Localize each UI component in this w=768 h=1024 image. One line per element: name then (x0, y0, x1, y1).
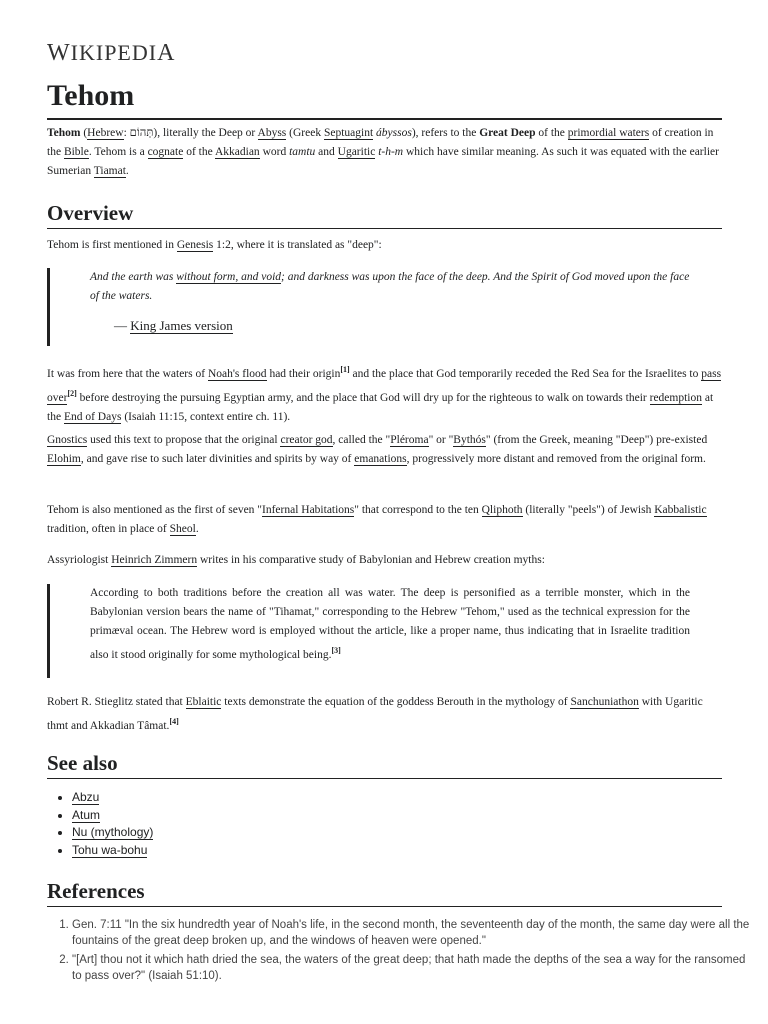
link-nu-mythology[interactable]: Nu (mythology) (72, 825, 154, 839)
text: It was from here that the waters of (47, 367, 208, 380)
text: Assyriologist (47, 554, 112, 566)
overview-paragraph-5 (47, 551, 723, 570)
intro-text: ), refers to the (411, 127, 480, 139)
link-creator-god[interactable]: creator god (280, 434, 333, 446)
intro-text: ), literally the Deep or (153, 127, 258, 139)
overview-paragraph-1 (47, 236, 723, 255)
logo-letter-first: W (47, 40, 71, 66)
quote-text (90, 584, 690, 665)
link-pleroma[interactable]: Pléroma (390, 434, 429, 446)
reference-link[interactable]: [1] (340, 365, 350, 374)
intro-text: ( (80, 127, 88, 139)
intro-text: . Tehom is a (88, 146, 148, 158)
link-tiamat[interactable]: Tiamat (93, 165, 126, 177)
link-pass-over[interactable]: pass over (47, 367, 722, 404)
link-kabbalistic[interactable]: Kabbalistic (654, 504, 707, 516)
quote-citation (114, 318, 726, 334)
great-deep-term: Great Deep (479, 127, 536, 139)
text: Tehom is first mentioned in (47, 239, 177, 251)
text: tradition, often in place of (47, 523, 170, 535)
link-akkadian[interactable]: Akkadian (214, 146, 260, 158)
link-abyss[interactable]: Abyss (257, 127, 287, 139)
link-ugaritic[interactable]: Ugaritic (337, 146, 376, 158)
page-title: Tehom (47, 76, 722, 120)
intro-term: Tehom (47, 127, 81, 139)
overview-paragraph-4 (47, 501, 723, 539)
references-list (47, 917, 752, 987)
intro-text: of the (535, 127, 568, 139)
quote-text (90, 268, 690, 306)
text: 1:2, where it is translated as "deep": (213, 239, 382, 251)
link-septuagint[interactable]: Septuagint (323, 127, 374, 139)
text: According to both traditions before the creation all was water. The deep is personified as a terrible monster, which in the Babylonian version bears the name of "Tihamat," corresponding to the Hebrew "Tehom," used as the technical expression for the primæval ocean. The Hebrew word is employed without the article, like a proper name, thus indicating that in Israelite tradition also it stood originally for some mythological being. (90, 587, 690, 661)
link-sanchuniathon[interactable]: Sanchuniathon (570, 696, 639, 708)
text: And the earth was (90, 271, 177, 283)
text: , and gave rise to such later divinities and spirits by way of (80, 453, 355, 465)
text: . (195, 523, 199, 535)
link-redemption[interactable]: redemption (649, 391, 702, 404)
text: ; and darkness was upon the face of the deep. And the Spirit of God moved upon the face of the waters. (90, 271, 690, 302)
list-item (72, 789, 153, 807)
intro-text: : (123, 127, 130, 139)
text: " that correspond to the ten (354, 504, 482, 516)
intro-text: which have similar meaning. As such it was equated with the earlier Sumerian (47, 146, 719, 177)
intro-paragraph (47, 124, 723, 181)
overview-paragraph-2 (47, 360, 723, 427)
link-king-james-version[interactable]: King James version (130, 318, 233, 333)
text: writes in his comparative study of Babylonian and Hebrew creation myths: (197, 554, 545, 566)
overview-paragraph-6 (47, 693, 723, 736)
reference-item: 2. "[Art] thou not it which hath dried the sea, the waters of the great deep; that hath made the depths of the sea a way for the ransomed to pass over?" (Isaiah 51:10). (72, 952, 752, 984)
reference-link[interactable]: [3] (331, 646, 341, 655)
list-item (72, 842, 153, 860)
wikipedia-logo[interactable] (47, 40, 175, 67)
text: " or " (428, 434, 454, 446)
akkadian-word: tamtu (289, 146, 316, 158)
link-elohim[interactable]: Elohim (47, 453, 81, 465)
overview-heading: Overview (47, 198, 722, 229)
link-tohu-wa-bohu[interactable]: Tohu wa-bohu (72, 842, 148, 857)
link-cognate[interactable]: cognate (147, 146, 184, 158)
link-abzu[interactable]: Abzu (72, 790, 100, 804)
references-heading: References (47, 876, 722, 907)
logo-letter-last: A (157, 40, 176, 66)
link-end-of-days[interactable]: End of Days (63, 410, 122, 423)
greek-word: ábyssos (376, 127, 412, 139)
link-emanations[interactable]: emanations (354, 453, 407, 465)
text: , called the " (332, 434, 391, 446)
text: with Ugaritic thmt and Akkadian Tâmat. (47, 696, 703, 732)
see-also-list (47, 789, 153, 859)
ugaritic-word: t-h-m (378, 146, 404, 158)
intro-text: . (125, 165, 129, 177)
link-without-form[interactable]: without form, and void (176, 271, 282, 283)
reference-link[interactable]: [2] (67, 388, 77, 398)
text: and the place that God temporarily receded the Red Sea for the Israelites to (349, 367, 702, 380)
link-bythos[interactable]: Bythós (453, 434, 486, 446)
intro-text: of creation in the (47, 127, 714, 158)
link-atum[interactable]: Atum (72, 807, 101, 822)
text: (Isaiah 11:15, context entire ch. 11). (121, 410, 291, 423)
see-also-heading: See also (47, 748, 722, 779)
link-primordial-waters[interactable]: primordial waters (567, 127, 650, 139)
text: (literally "peels") of Jewish (522, 504, 655, 516)
logo-letters: IKIPEDI (70, 40, 158, 65)
text: before destroying the pursuing Egyptian army, and the place that God will dry up for the righteous to walk on towards their (76, 391, 650, 404)
link-noahs-flood[interactable]: Noah's flood (207, 367, 267, 380)
link-qliphoth[interactable]: Qliphoth (481, 504, 523, 516)
text: " (from the Greek, meaning "Deep") pre-existed (485, 434, 708, 446)
text: had their origin (266, 367, 341, 380)
link-heinrich-zimmern[interactable]: Heinrich Zimmern (111, 554, 198, 566)
hebrew-word: תְּהוֹם (129, 127, 154, 139)
link-hebrew[interactable]: Hebrew (87, 127, 124, 139)
text: — (114, 318, 131, 333)
text: texts demonstrate the equation of the goddess Berouth in the mythology of (221, 696, 571, 708)
list-item (72, 807, 153, 825)
link-sheol[interactable]: Sheol (169, 523, 196, 535)
intro-text: (Greek (286, 127, 324, 139)
overview-paragraph-3 (47, 431, 723, 469)
link-eblaitic[interactable]: Eblaitic (185, 696, 222, 708)
link-genesis[interactable]: Genesis (176, 239, 214, 251)
text: Tehom is also mentioned as the first of seven " (47, 504, 262, 516)
link-bible[interactable]: Bible (63, 146, 89, 158)
intro-text: of the (183, 146, 215, 158)
blockquote-zimmern (47, 584, 726, 678)
intro-text: word (259, 146, 290, 158)
text: , progressively more distant and removed from the original form. (406, 453, 706, 465)
link-gnostics[interactable]: Gnostics (47, 434, 88, 446)
text: Robert R. Stieglitz stated that (47, 696, 186, 708)
reference-link[interactable]: [4] (169, 717, 179, 726)
text: at the (47, 391, 714, 423)
intro-text: and (315, 146, 338, 158)
link-infernal-habitations[interactable]: Infernal Habitations (262, 504, 355, 516)
reference-item: 1. Gen. 7:11 "In the six hundredth year of Noah's life, in the second month, the seventeenth day of the month, the same day were all the fountains of the great deep broken up, and the windows of heaven were opened." (72, 917, 752, 949)
text: used this text to propose that the original (87, 434, 281, 446)
blockquote-genesis (47, 268, 726, 346)
list-item (72, 824, 153, 842)
